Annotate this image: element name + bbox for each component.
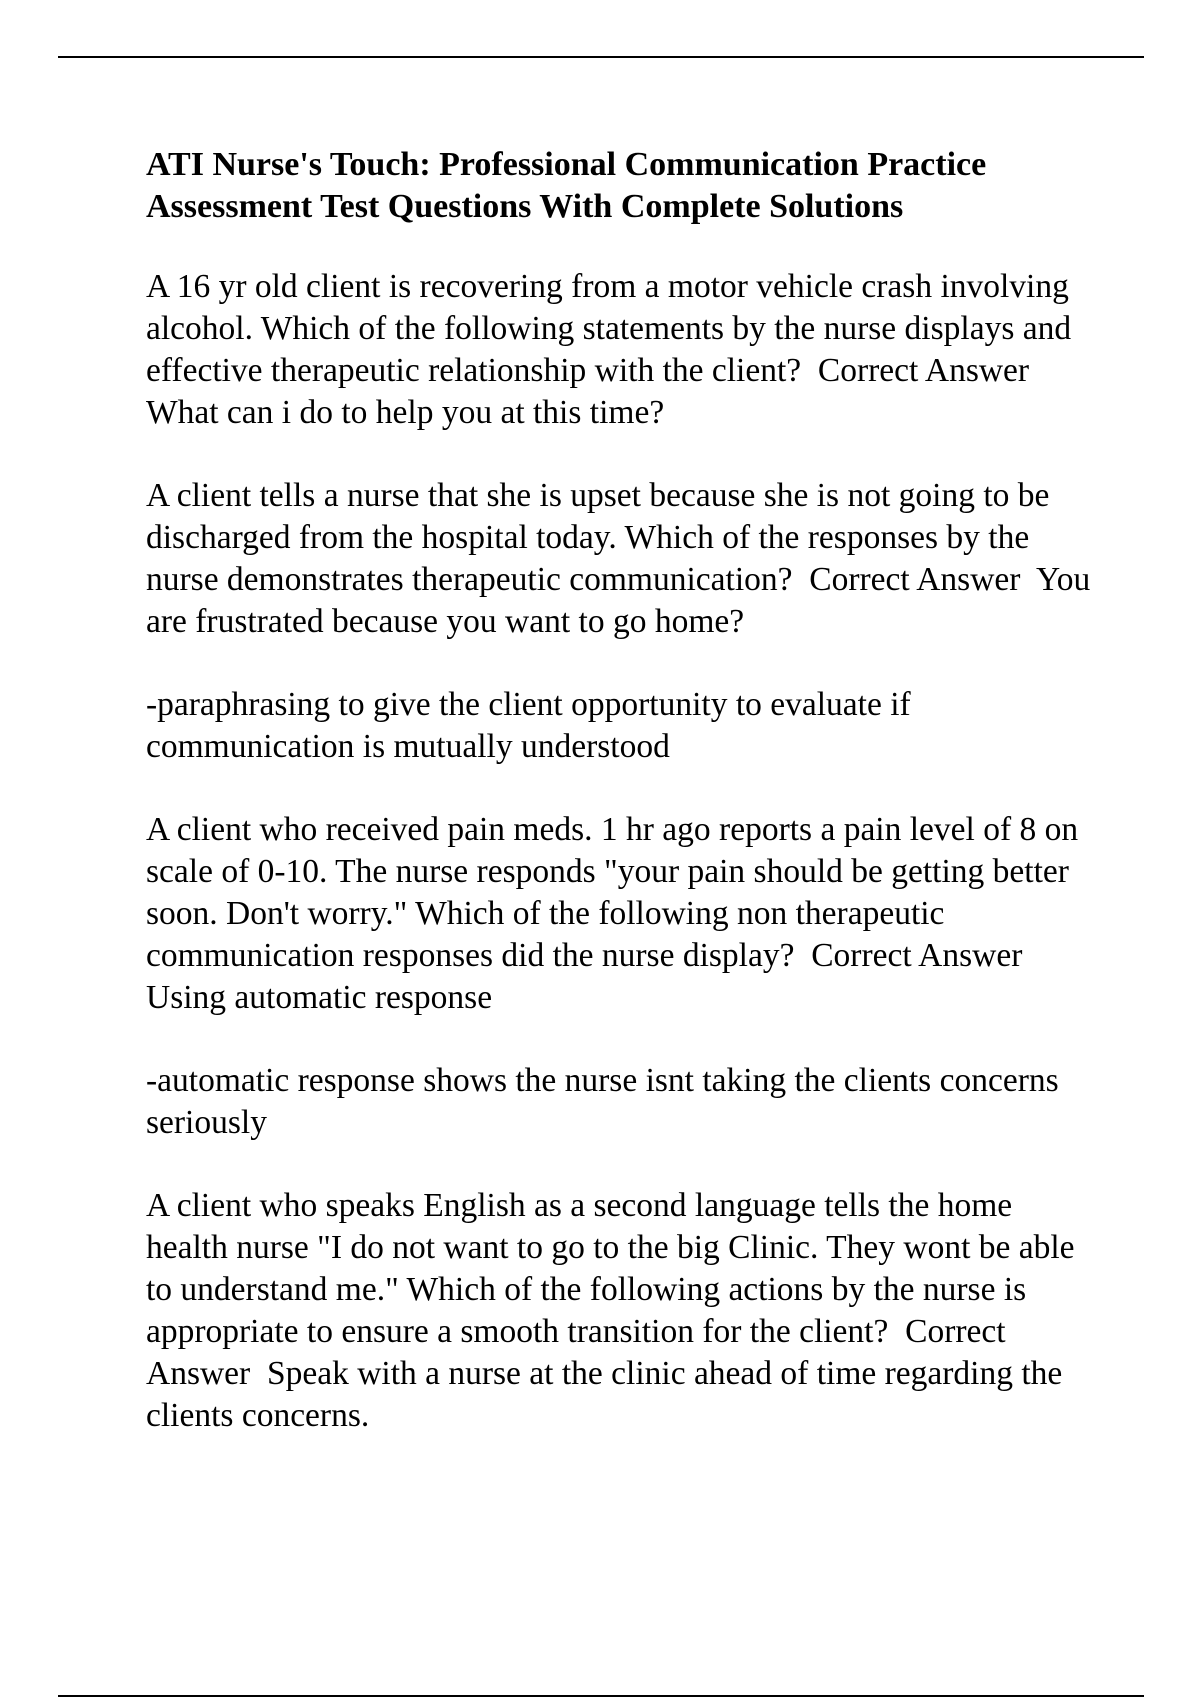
document-title: ATI Nurse's Touch: Professional Communication Practice Assessment Test Questions With Complete Solutions	[146, 146, 987, 225]
header-rule	[58, 56, 1144, 58]
question-paragraph-3: A client who received pain meds. 1 hr ago reports a pain level of 8 on scale of 0-10. The nurse responds "your pain should be getting better soon. Don't worry." Which of the following non therapeutic communication responses did the nurse display? Correct Answer Using automatic response	[146, 811, 1087, 1016]
footer-rule	[58, 1695, 1144, 1697]
question-paragraph-2: A client tells a nurse that she is upset because she is not going to be discharged from the hospital today. Which of the responses by the nurse demonstrates therapeutic communication? Correct Answer You are frustrated because you want to go home?	[146, 477, 1099, 640]
question-paragraph-4: A client who speaks English as a second language tells the home health nurse "I do not want to go to the big Clinic. They wont be able to understand me." Which of the following actions by the nurse is appropriate to ensure a smooth transition for the client? Correct Answer Speak with a nurse at the clinic ahead of time regarding the clients concerns.	[146, 1187, 1083, 1434]
question-paragraph-1: A 16 yr old client is recovering from a motor vehicle crash involving alcohol. Which of the following statements by the nurse displays and effective therapeutic relationship with the client? Correct Answer What can i do to help you at this time?	[146, 268, 1080, 431]
document-body	[146, 144, 1099, 1478]
rationale-paragraph-2: -paraphrasing to give the client opportunity to evaluate if communication is mutually understood	[146, 686, 920, 765]
rationale-paragraph-3: -automatic response shows the nurse isnt taking the clients concerns seriously	[146, 1062, 1068, 1141]
